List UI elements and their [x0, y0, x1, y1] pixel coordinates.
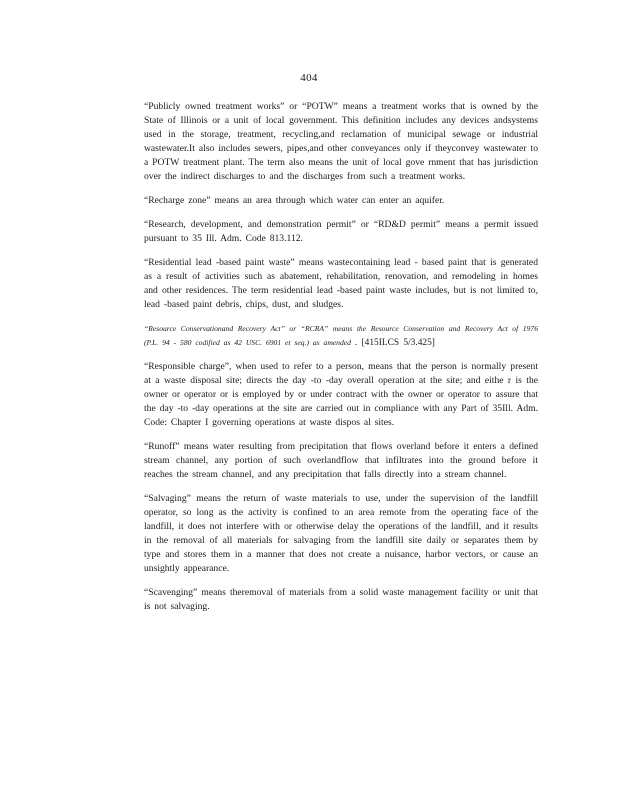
- definition-rdd-permit: “Research, development, and demonstration permit” or “RD&D permit” means a permit issued pursuant to 35 Ill. Adm. Code 813.112.: [144, 219, 538, 244]
- definition-lead-based-paint-waste: “Residential lead -based paint waste” means wastecontaining lead - based paint that is generated as a result of activities such as abatement, rehabilitation, renovation, and remodeling in homes and other residences. The term residential lead -based paint waste includes, but is not limited to, lead -based paint debris, chips, dust, and sludges.: [144, 257, 538, 310]
- definition-rcra: [144, 322, 538, 350]
- rcra-italic-text: “Resource Conservationand Recovery Act” or “RCRA” means the Resource Conservation and Recovery Act of 1976 (P.L. 94 - 580 codified as 42 USC. 6901 et seq.) as amended: [144, 324, 538, 347]
- definition-salvaging: “Salvaging” means the return of waste materials to use, under the supervision of the landfill operator, so long as the activity is confined to an area remote from the operating face of the landfill, it does not interfere with or otherwise delay the operations of the landfill, and it results in the removal of all materials for salvaging from the landfill site daily or separates them by type and stores them in a manner that does not create a nuisance, harbor vectors, or cause an unsightly appearance.: [144, 493, 538, 574]
- definition-recharge-zone: “Recharge zone” means an area through which water can enter an aquifer.: [144, 195, 445, 206]
- definition-responsible-charge: “Responsible charge”, when used to refer to a person, means that the person is normally present at a waste disposal site; directs the day -to -day overall operation at the site; and eithe r is the owner or operator or is employed by or under contract with the owner or operator to assure that the day -to -day operations at the site are carried out in compliance with any Part of 35Ill. Adm. Code: Chapter I governing operations at waste dispos al sites.: [144, 361, 538, 428]
- definition-runoff: “Runoff” means water resulting from precipitation that flows overland before it enters a defined stream channel, any portion of such overlandflow that infiltrates into the ground before it reaches the stream channel, and any precipitation that falls directly into a stream channel.: [144, 441, 538, 480]
- definitions-body: [144, 100, 538, 624]
- definition-potw: “Publicly owned treatment works” or “POTW” means a treatment works that is owned by the State of Illinois or a unit of local government. This definition includes any devices andsystems used in the storage, treatment, recycling,and reclamation of municipal sewage or industrial wastewater.It also includes sewers, pipes,and other conveyances only if theyconvey wastewater to a POTW treatment plant. The term also means the unit of local gove rnment that has jurisdiction over the indirect discharges to and the discharges from such a treatment works.: [144, 101, 538, 182]
- rcra-citation: . [415ILCS 5/3.425]: [354, 338, 435, 348]
- page-number: 404: [300, 72, 318, 84]
- definition-scavenging: “Scavenging” means theremoval of materials from a solid waste management facility or unit that is not salvaging.: [144, 587, 538, 612]
